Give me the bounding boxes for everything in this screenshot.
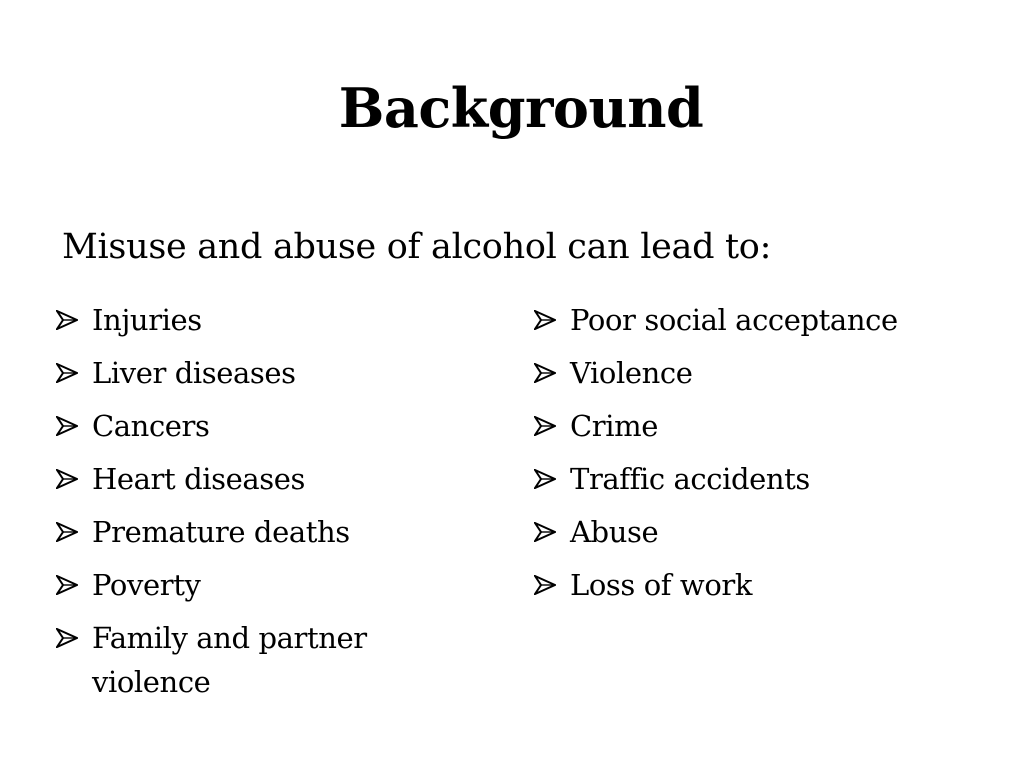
list-item-label: Premature deaths xyxy=(92,515,350,549)
list-item-label: Cancers xyxy=(92,409,210,443)
arrow-bullet-icon xyxy=(54,563,92,607)
arrow-bullet-icon xyxy=(532,404,570,448)
right-bullet-list xyxy=(532,298,992,616)
arrow-bullet-icon xyxy=(54,457,92,501)
list-item xyxy=(54,298,434,342)
list-item-label: Family and partner violence xyxy=(92,621,367,699)
list-item-label: Injuries xyxy=(92,303,202,337)
list-item-label: Liver diseases xyxy=(92,356,296,390)
arrow-bullet-icon xyxy=(54,616,92,660)
list-item xyxy=(54,510,434,554)
list-item xyxy=(54,563,434,607)
list-item-label: Poverty xyxy=(92,568,201,602)
arrow-bullet-icon xyxy=(532,351,570,395)
list-item xyxy=(532,457,992,501)
arrow-bullet-icon xyxy=(532,510,570,554)
arrow-bullet-icon xyxy=(54,351,92,395)
intro-text: Misuse and abuse of alcohol can lead to: xyxy=(62,227,772,267)
arrow-bullet-icon xyxy=(532,457,570,501)
list-item-label: Poor social acceptance xyxy=(570,303,898,337)
list-item xyxy=(532,298,992,342)
arrow-bullet-icon xyxy=(54,404,92,448)
list-item xyxy=(54,404,434,448)
list-item xyxy=(54,457,434,501)
list-item xyxy=(54,351,434,395)
list-item-label: Loss of work xyxy=(570,568,753,602)
list-item-label: Abuse xyxy=(570,515,659,549)
list-item xyxy=(54,616,434,704)
list-item-label: Heart diseases xyxy=(92,462,305,496)
left-bullet-list xyxy=(54,298,434,713)
arrow-bullet-icon xyxy=(532,298,570,342)
slide-title: Background xyxy=(338,76,704,140)
list-item-label: Traffic accidents xyxy=(570,462,810,496)
arrow-bullet-icon xyxy=(54,510,92,554)
list-item-label: Crime xyxy=(570,409,658,443)
list-item-label: Violence xyxy=(570,356,693,390)
list-item xyxy=(532,563,992,607)
arrow-bullet-icon xyxy=(54,298,92,342)
list-item xyxy=(532,404,992,448)
list-item xyxy=(532,510,992,554)
arrow-bullet-icon xyxy=(532,563,570,607)
list-item xyxy=(532,351,992,395)
